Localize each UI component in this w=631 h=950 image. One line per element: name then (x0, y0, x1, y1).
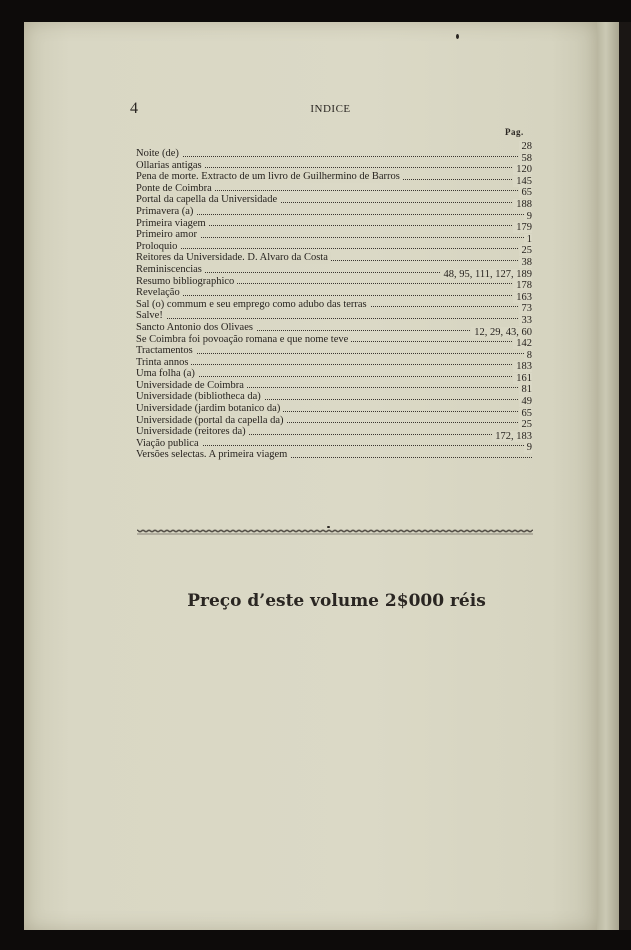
entry-pages: 163 (513, 292, 532, 303)
entry-title: Primeira viagem (136, 218, 209, 230)
entry-pages: 65 (519, 187, 533, 198)
entry-title: Primeiro amor (136, 229, 200, 241)
entry-title: Reminiscencias (136, 264, 205, 276)
entry-title: Ponte de Coimbra (136, 183, 215, 195)
entry-pages: 142 (513, 338, 532, 349)
entry-title: Versões selectas. A primeira viagem (136, 449, 290, 461)
entry-title: Universidade (bibliotheca da) (136, 391, 264, 403)
entry-pages: 38 (519, 257, 533, 268)
entry-title: Universidade (portal da capella da) (136, 415, 287, 427)
entry-pages: 73 (519, 303, 533, 314)
entry-title: Ollarias antigas (136, 160, 205, 172)
entry-title: Primavera (a) (136, 206, 196, 218)
entry-title: Se Coimbra foi povoação romana e que nome teve (136, 334, 351, 346)
dot-leader (136, 318, 532, 319)
index-entry (136, 141, 532, 159)
entry-title: Reitores da Universidade. D. Alvaro da Costa (136, 252, 331, 264)
entry-title: Universidade (reitores da) (136, 426, 249, 438)
price-notice: Preço d’este volume 2$000 réis (187, 591, 486, 611)
entry-title: Trinta annos (136, 357, 191, 369)
entry-title: Portal da capella da Universidade (136, 194, 280, 206)
entry-pages: 48, 95, 111, 127, 189 (441, 269, 532, 280)
entry-title: Pena de morte. Extracto de um livro de Guilhermino de Barros (136, 171, 403, 183)
entry-title: Sancto Antonio dos Olivaes (136, 322, 256, 334)
pages-column-header: Pag. (505, 127, 524, 137)
entry-pages: 188 (513, 199, 532, 210)
entry-title: Noite (de) (136, 148, 182, 160)
entry-pages: 179 (513, 222, 532, 233)
entry-title: Proloquio (136, 241, 180, 253)
entry-pages: 49 (519, 396, 533, 407)
entry-pages: 172, 183 (492, 431, 532, 442)
dot-leader (136, 156, 532, 157)
scan-border (619, 22, 631, 930)
entry-pages: 9 (524, 442, 532, 453)
entry-title: Uma folha (a) (136, 368, 198, 380)
wavy-rule (137, 527, 533, 535)
entry-pages: 161 (513, 373, 532, 384)
entry-title: Tractamentos (136, 345, 196, 357)
entry-pages: 1 (524, 234, 532, 245)
entry-pages: 58 (519, 153, 533, 164)
entry-pages: 8 (524, 350, 532, 361)
entry-pages: 33 (519, 315, 533, 326)
entry-title: Universidade de Coimbra (136, 380, 247, 392)
page-number: 4 (130, 100, 138, 117)
running-head: INDICE (310, 103, 351, 115)
entry-title: Universidade (jardim botanico da) (136, 403, 283, 415)
entry-title: Resumo bibliographico (136, 276, 237, 288)
entry-pages: 81 (519, 384, 533, 395)
entry-pages: 25 (519, 245, 533, 256)
dot-leader (136, 295, 532, 296)
entry-title: Salve! (136, 310, 166, 322)
entry-pages: 65 (519, 408, 533, 419)
entry-pages: 183 (513, 361, 532, 372)
entry-title: Sal (o) commum e seu emprego como adubo das terras (136, 299, 370, 311)
dot-leader (136, 248, 532, 249)
entry-pages: 178 (513, 280, 532, 291)
entry-title: Revelação (136, 287, 183, 299)
entry-title: Viação publica (136, 438, 202, 450)
entry-pages: 25 (519, 419, 533, 430)
dot-leader (136, 364, 532, 365)
entry-pages: 12, 29, 43, 60 (471, 327, 532, 338)
ink-speck (456, 34, 459, 39)
entry-pages: 145 (513, 176, 532, 187)
entry-pages: 9 (524, 211, 532, 222)
entry-pages: 28 (519, 141, 533, 152)
index-list (136, 141, 532, 461)
book-spine-edge (597, 22, 619, 930)
entry-pages: 120 (513, 164, 532, 175)
